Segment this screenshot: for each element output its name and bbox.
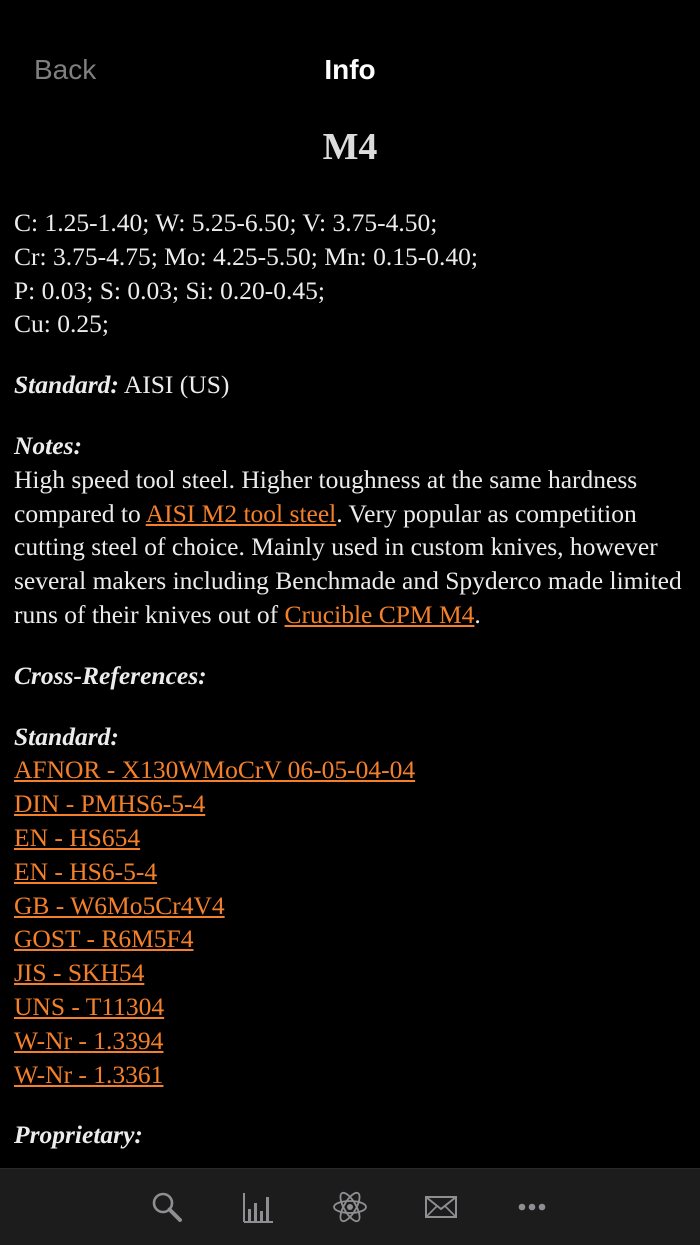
- aisi-m2-link[interactable]: AISI M2 tool steel: [145, 498, 337, 528]
- cross-reference-link[interactable]: UNS - T11304: [14, 991, 165, 1021]
- tab-contact[interactable]: [418, 1185, 464, 1229]
- cross-reference-list: [14, 753, 686, 1091]
- more-icon: [514, 1189, 550, 1225]
- tab-composition[interactable]: [327, 1185, 373, 1229]
- steel-info-content: [14, 124, 686, 1179]
- proprietary-block: [14, 1118, 686, 1152]
- cross-references-label: Cross-References:: [14, 660, 207, 690]
- standard-label: Standard:: [14, 370, 119, 400]
- composition-block: [14, 206, 686, 341]
- composition-line: Cr: 3.75-4.75; Mo: 4.25-5.50; Mn: 0.15-0.40;: [14, 241, 478, 271]
- back-button[interactable]: Back: [34, 54, 97, 85]
- envelope-icon: [423, 1189, 459, 1225]
- tab-more[interactable]: [509, 1185, 555, 1229]
- crucible-cpm-m4-link[interactable]: Crucible CPM M4: [284, 599, 475, 629]
- notes-text-part: . Very popular as competition cutting steel of choice. Mainly used in custom knives, however several makers including Benchmade and Spyderco made limited runs of their knives out of: [14, 498, 682, 629]
- cross-reference-link[interactable]: JIS - SKH54: [14, 958, 145, 988]
- composition-line: P: 0.03; S: 0.03; Si: 0.20-0.45;: [14, 275, 326, 305]
- navigation-bar: [0, 0, 700, 140]
- cross-reference-link[interactable]: EN - HS6-5-4: [14, 856, 158, 886]
- cross-reference-link[interactable]: AFNOR - X130WMoCrV 06-05-04-04: [14, 755, 416, 785]
- cross-reference-link[interactable]: GOST - R6M5F4: [14, 924, 194, 954]
- standard-block: [14, 368, 686, 402]
- cross-standard-label: Standard:: [14, 721, 119, 751]
- cross-reference-link[interactable]: EN - HS654: [14, 822, 141, 852]
- search-icon: [149, 1189, 185, 1225]
- proprietary-label: Proprietary:: [14, 1120, 143, 1150]
- composition-line: Cu: 0.25;: [14, 309, 109, 339]
- tab-bar: [0, 1168, 700, 1245]
- page-title: Info: [324, 54, 376, 85]
- steel-name-heading: M4: [322, 126, 378, 168]
- cross-reference-link[interactable]: DIN - PMHS6-5-4: [14, 789, 206, 819]
- standard-value: AISI (US): [123, 370, 230, 400]
- cross-reference-link[interactable]: W-Nr - 1.3394: [14, 1025, 164, 1055]
- tab-search[interactable]: [144, 1185, 190, 1229]
- tab-charts[interactable]: [235, 1185, 281, 1229]
- bar-chart-icon: [240, 1189, 276, 1225]
- notes-text: [14, 463, 686, 632]
- composition-line: C: 1.25-1.40; W: 5.25-6.50; V: 3.75-4.50;: [14, 208, 438, 237]
- cross-reference-link[interactable]: GB - W6Mo5Cr4V4: [14, 890, 225, 920]
- notes-text-part: High speed tool steel. Higher toughness at the same hardness compared to: [14, 464, 638, 528]
- atom-icon: [331, 1188, 369, 1226]
- notes-label: Notes:: [14, 430, 82, 460]
- cross-reference-link[interactable]: W-Nr - 1.3361: [14, 1059, 164, 1089]
- notes-block: [14, 429, 686, 632]
- cross-references-block: [14, 659, 686, 693]
- notes-text-part: .: [474, 599, 481, 629]
- cross-standard-block: [14, 720, 686, 1092]
